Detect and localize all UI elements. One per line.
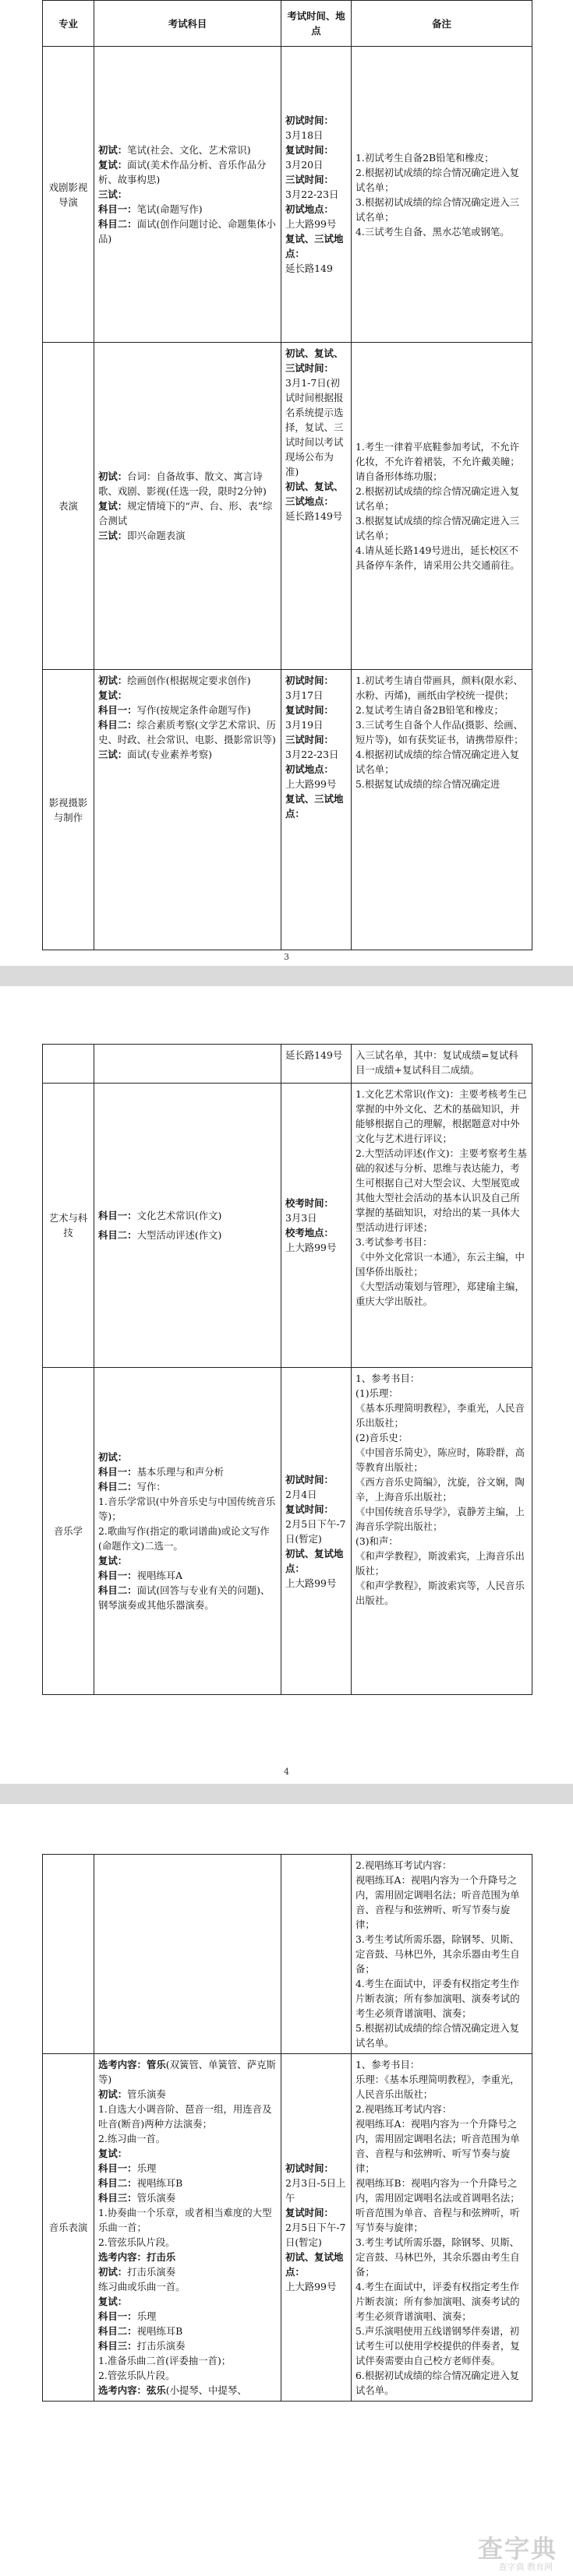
- label: 科目三：: [98, 2340, 137, 2352]
- remark-line: 4.根据初试成绩的综合情况确定进入复试名单；: [355, 749, 520, 775]
- label: 初试：: [98, 144, 128, 156]
- major-cell: 艺术与科技: [43, 1084, 94, 1368]
- label: 复试、三试地点：: [285, 793, 344, 819]
- remark-line: 3.三试考生自备个人作品(摄影、绘画、短片等)，如有获奖证书，请携带原件；: [355, 719, 524, 745]
- remark-line: 2.大型活动评述(作文)：主要考察考生基础的叙述与分析、思维与表达能力，考生可根据自己对大型会议、大型展览或其他大型社会活动的基本认识及自己所掌握的基础知识，对给出的某一具体大型活动进行评述；: [355, 1147, 527, 1233]
- time-cell: [281, 670, 352, 950]
- table-row: [43, 2054, 532, 2402]
- text: 1.协奏曲一个乐章，或者相当难度的大型乐曲一首；: [98, 2207, 272, 2233]
- text: 打击乐演奏: [127, 2266, 176, 2278]
- remark-line: (1)乐理：: [355, 1387, 398, 1399]
- remark-line: (2)音乐史：: [355, 1432, 409, 1443]
- text: 视唱练耳B: [136, 2325, 183, 2337]
- label: 初试、复试、三试时间：: [285, 347, 344, 374]
- text: 1.音乐学常识(中外音乐史与中国传统音乐等)；: [98, 1496, 276, 1522]
- text: 管乐演奏: [127, 2088, 166, 2100]
- text: 笔试(社会、文化、艺术常识): [127, 144, 251, 156]
- label: 初试、复试、三试地点：: [285, 481, 344, 507]
- text: 大型活动评述(作文): [136, 1229, 222, 1241]
- text: 笔试(命题写作): [136, 203, 203, 215]
- label: 选考内容：: [98, 2059, 147, 2070]
- label: 三试时间：: [285, 174, 334, 185]
- label: 三试时间：: [285, 734, 334, 745]
- label: 复试：: [98, 500, 128, 512]
- text: (小提琴、中提琴、: [165, 2384, 247, 2396]
- remark-cell: [352, 2054, 532, 2402]
- remark-line: 《基本乐理简明教程》，李重光，人民音乐出版社；: [355, 1402, 525, 1429]
- remark-line: 《西方音乐史简编》，沈旋，谷文娴，陶辛，上海音乐出版社；: [355, 1476, 525, 1503]
- value: 上大路99号: [285, 778, 337, 790]
- major-cell: 音乐学: [43, 1368, 94, 1695]
- text: 2.管弦乐队片段。: [98, 2236, 175, 2248]
- page-number: 3: [284, 952, 289, 962]
- major-cell: 影视摄影与制作: [43, 670, 94, 950]
- remark-line: 视唱练耳A：视唱内容为一个升降号之内，需用固定调唱名法；听音范围为单音、音程与和弦辨听、听写节奏与旋律；: [355, 2118, 520, 2174]
- text: 写作(按规定条件命题写作): [136, 704, 251, 716]
- value: 上大路99号: [285, 218, 337, 230]
- label: 初试：: [98, 1451, 128, 1463]
- remark-line: 2.复试考生请自备2B铅笔和橡皮；: [355, 704, 504, 716]
- remark-line: 1.初试考生请自带画具，颜料(限水彩、水粉、丙烯)，画纸由学校统一提供；: [355, 675, 523, 701]
- text: 基本乐理与和声分析: [136, 1466, 225, 1478]
- label: 管乐: [146, 2059, 166, 2070]
- value: 上大路99号: [285, 1242, 337, 1253]
- value: 2月3日-5日上午: [285, 2177, 346, 2204]
- subject-cell: [94, 670, 281, 950]
- remark-line: 入三试名单，其中：复试成绩=复试科目一成绩+复试科目二成绩。: [355, 1049, 518, 1076]
- label: 科目一：: [98, 203, 137, 215]
- subject-cell: [94, 1368, 281, 1695]
- value: 3月22-23日: [285, 749, 339, 760]
- label: 复试：: [98, 689, 128, 701]
- major-cell: 表演: [43, 343, 94, 670]
- label: 复试：: [98, 159, 128, 171]
- text: 规定情境下的“声、台、形、表”综合测试: [98, 500, 273, 527]
- value: 2月5日下午-7日(暂定): [285, 2222, 346, 2248]
- text: 面试(回答与专业有关的问题)、钢琴演奏或其他乐器演奏。: [98, 1584, 271, 1611]
- remark-line: 4.考生在面试中，评委有权指定考生作片断表演；所有参加演唱、演奏考试的考生必须背谱演唱、演奏；: [355, 2281, 520, 2322]
- label: 科目一：: [98, 704, 137, 716]
- remark-line: 2.根据初试成绩的综合情况确定进入复试名单；: [355, 166, 520, 193]
- text: 2.歌曲写作(指定的歌词谱曲)或论文写作(命题作文)二选一。: [98, 1525, 270, 1552]
- label: 科目二：: [98, 1229, 137, 1241]
- value: 3月1-7日(初试时间根据报名系统提示选择，复试、三试时间以考试现场公布为准): [285, 377, 344, 477]
- page-separator: [0, 1784, 573, 1804]
- label: 科目二：: [98, 2177, 137, 2189]
- table-row: [43, 1084, 532, 1368]
- remark-line: 4.请从延长路149号进出，延长校区不具备停车条件，请采用公共交通前往。: [355, 544, 520, 571]
- label: 三试：: [98, 530, 128, 541]
- major-cell: 戏剧影视导演: [43, 47, 94, 343]
- header-time: 考试时间、地点: [281, 1, 352, 47]
- remark-line: 《中国传统音乐导学》，袁静芳主编，上海音乐学院出版社；: [355, 1506, 525, 1532]
- label: 初试：: [98, 2266, 128, 2278]
- label: 复试时间：: [285, 704, 334, 716]
- label: 科目二：: [98, 1584, 137, 1596]
- label: 科目一：: [98, 2310, 137, 2322]
- remark-line: 1、参考书目：: [355, 2059, 420, 2070]
- remark-line: 5.根据复试成绩的综合情况确定进: [355, 778, 500, 790]
- label: 校考地点：: [285, 1227, 334, 1239]
- label: 校考时间：: [285, 1197, 334, 1209]
- remark-line: 《和声学教程》，斯波索宾，上海音乐出版社；: [355, 1550, 525, 1577]
- time-cell: [281, 1368, 352, 1695]
- remark-line: 3.考生考试所需乐器，除钢琴、贝斯、定音鼓、马林巴外，其余乐器由考生自备；: [355, 2236, 520, 2278]
- remark-line: 视唱练耳B：视唱内容为一个升降号之内，需用固定调唱名法或首调唱名法；听音范围为单音、音程与和弦辨听，听写节奏与旋律；: [355, 2177, 520, 2233]
- table-row: [43, 670, 532, 950]
- time-cell: [281, 2054, 352, 2402]
- exam-table-page-3: [42, 1854, 532, 2402]
- time-cell: [281, 1084, 352, 1368]
- subject-cell: [94, 343, 281, 670]
- exam-table-page-2: [42, 1044, 532, 1695]
- table-row: [43, 1855, 532, 2054]
- label: 初试时间：: [285, 115, 334, 126]
- label: 科目二：: [98, 1481, 137, 1492]
- time-cell: [281, 47, 352, 343]
- value: 上大路99号: [285, 2281, 337, 2292]
- text: 乐理: [136, 2310, 157, 2322]
- label: 初试：: [98, 2088, 128, 2100]
- remark-line: 5.声乐演唱使用五线谱钢琴伴奏谱，初试考生可以使用学校提供的伴奏者，复试伴奏需要由自己校方老师伴奏。: [355, 2325, 520, 2366]
- page-separator: [0, 966, 573, 986]
- value: 3月22-23日: [285, 189, 339, 200]
- label: 复试时间：: [285, 1503, 334, 1515]
- remark-line: 5.根据初试成绩的综合情况确定进入复试名单。: [355, 2022, 520, 2049]
- text: 练习曲或乐曲一首。: [98, 2281, 186, 2292]
- label: 初试、复试地点：: [285, 2251, 344, 2278]
- value: 3月20日: [285, 159, 324, 171]
- label: 科目一：: [98, 1210, 137, 1221]
- label: 初试地点：: [285, 203, 334, 215]
- value: 延长路149号: [285, 510, 343, 522]
- remark-cell: [352, 1855, 532, 2054]
- subject-cell: [94, 1084, 281, 1368]
- subject-cell: [94, 47, 281, 343]
- text: 2.练习曲一首。: [98, 2133, 166, 2144]
- text: 视唱练耳A: [136, 1570, 183, 1581]
- time-cell: [281, 1045, 352, 1084]
- label: 初试时间：: [285, 2162, 334, 2174]
- value: 3月19日: [285, 719, 324, 731]
- label: 复试、三试地点：: [285, 233, 344, 259]
- label: 复试：: [98, 2148, 128, 2159]
- text: (双簧管、单簧管、萨克斯等): [98, 2059, 276, 2085]
- remark-line: 4.三试考生自备、黑水芯笔或钢笔。: [355, 225, 510, 238]
- header-remark: 备注: [352, 1, 532, 47]
- remark-line: 视唱练耳A：视唱内容为一个升降号之内，需用固定调唱名法；听音范围为单音、音程与和弦辨听、听写节奏与旋律；: [355, 1874, 520, 1930]
- label: 复试：: [98, 1555, 128, 1566]
- text: 1.自选大小调音阶、琶音一组，用连音及吐音(断音)两种方法演奏；: [98, 2103, 272, 2130]
- table-row: [43, 343, 532, 670]
- text: 绘画创作(根据规定要求创作): [127, 675, 251, 686]
- label: 三试：: [98, 749, 128, 760]
- label: 初试、复试地点：: [285, 1547, 344, 1574]
- page-number: 4: [284, 1767, 289, 1777]
- remark-line: 《中国音乐简史》，陈应时，陈聆群，高等教育出版社；: [355, 1447, 525, 1473]
- text: 1.准备乐曲二首(评委抽一首)；: [98, 2355, 232, 2366]
- remark-cell: [352, 1084, 532, 1368]
- remark-line: 《大型活动策划与管理》，郑建瑜主编，重庆大学出版社。: [355, 1281, 525, 1307]
- remark-line: 2.根据初试成绩的综合情况确定进入复试名单；: [355, 485, 520, 512]
- text: 即兴命题表演: [127, 530, 186, 541]
- remark-line: 2.视唱练耳考试内容：: [355, 2103, 452, 2115]
- text: 面试(专业素养考察): [127, 749, 212, 760]
- remark-cell: [352, 670, 532, 950]
- exam-table-page-1: [42, 0, 532, 950]
- remark-line: 1.文化艺术常识(作文)：主要考核考生已掌握的中外文化、艺术的基础知识，并能够根据自己的理解，根据题意对中外文化与艺术进行评议；: [355, 1088, 527, 1144]
- subject-cell: [94, 2054, 281, 2402]
- label: 初试：: [98, 675, 128, 686]
- remark-line: 6.根据初试成绩的综合情况确定进入复试名单。: [355, 2370, 520, 2396]
- label: 科目三：: [98, 2192, 137, 2204]
- text: 综合素质考察(文学艺术常识、历史、时政、社会常识、电影、摄影常识等): [98, 719, 276, 745]
- value: 3月17日: [285, 689, 324, 701]
- remark-line: 1、参考书目：: [355, 1373, 420, 1384]
- remark-cell: [352, 1045, 532, 1084]
- label: 复试时间：: [285, 2207, 334, 2218]
- table-row: [43, 1045, 532, 1084]
- time-cell: [281, 343, 352, 670]
- remark-cell: [352, 47, 532, 343]
- remark-cell: [352, 343, 532, 670]
- label: 科目一：: [98, 1570, 137, 1581]
- page-2: [42, 1044, 532, 1695]
- text: 打击乐演奏: [136, 2340, 186, 2352]
- major-cell: 音乐表演: [43, 2054, 94, 2402]
- remark-line: (3)和声：: [355, 1535, 398, 1547]
- label: 科目二：: [98, 218, 137, 230]
- value: 上大路99号: [285, 1577, 337, 1589]
- label: 初试时间：: [285, 675, 334, 686]
- label: 科目一：: [98, 2162, 137, 2174]
- remark-line: 《和声学教程》，斯波索宾等，人民音乐出版社。: [355, 1580, 525, 1606]
- value: 2月4日: [285, 1488, 317, 1500]
- label: 初试时间：: [285, 1473, 334, 1485]
- label: 复试时间：: [285, 144, 334, 156]
- text: 管乐演奏: [136, 2192, 176, 2204]
- label: 初试地点：: [285, 763, 334, 775]
- label: 初试：: [98, 470, 128, 482]
- label: 打击乐: [146, 2251, 176, 2263]
- value: 延长路149号: [285, 1049, 343, 1061]
- remark-line: 《中外文化常识一本通》，东云主编，中国华侨出版社；: [355, 1251, 525, 1277]
- remark-line: 1.考生一律着平底鞋参加考试，不允许化妆，不允许着裙装，不允许戴美瞳；请自备形体练功服；: [355, 441, 520, 482]
- text: 面试(创作问题讨论、命题集体小品): [98, 218, 276, 245]
- label: 弦乐: [146, 2384, 166, 2396]
- text: 写作：: [136, 1481, 166, 1492]
- page-1: [42, 0, 532, 950]
- header-major: 专业: [43, 1, 94, 47]
- label: 选考内容：: [98, 2384, 147, 2396]
- page-3: [42, 1854, 532, 2402]
- table-row: [43, 47, 532, 343]
- text: 面试(美术作品分析、音乐作品分析、故事构思): [98, 159, 267, 185]
- watermark-logo: 查字典: [477, 2534, 557, 2564]
- header-subject: 考试科目: [94, 1, 281, 47]
- remark-line: 4.考生在面试中，评委有权指定考生作片断表演；所有参加演唱、演奏考试的考生必须背谱演唱、演奏；: [355, 1978, 520, 2019]
- watermark-subtext: 查字典 教育网: [498, 2562, 553, 2572]
- label: 科目二：: [98, 2325, 137, 2337]
- table-header-row: [43, 1, 532, 47]
- label: 科目二：: [98, 719, 137, 731]
- value: 延长路149: [285, 263, 333, 274]
- remark-line: 乐理：《基本乐理简明教程》，李重光，人民音乐出版社；: [355, 2074, 520, 2100]
- value: 3月18日: [285, 129, 324, 141]
- text: 视唱练耳B: [136, 2177, 183, 2189]
- remark-line: 3.根据复试成绩的综合情况确定进入三试名单；: [355, 515, 520, 541]
- text: 2.管弦乐队片段。: [98, 2370, 175, 2381]
- value: 3月3日: [285, 1212, 317, 1224]
- label: 选考内容：: [98, 2251, 147, 2263]
- remark-line: 3.考试参考书目：: [355, 1236, 433, 1248]
- value: 2月5日下午-7日(暂定): [285, 1517, 346, 1545]
- label: 三试：: [98, 189, 128, 200]
- remark-cell: [352, 1368, 532, 1695]
- text: 文化艺术常识(作文): [136, 1210, 222, 1221]
- remark-line: 1.初试考生自备2B铅笔和橡皮；: [355, 151, 494, 164]
- label: 科目一：: [98, 1466, 137, 1478]
- table-row: [43, 1368, 532, 1695]
- text: 乐理: [136, 2162, 157, 2174]
- remark-line: 3.根据初试成绩的综合情况确定进入三试名单；: [355, 196, 520, 223]
- label: 复试：: [98, 2296, 128, 2307]
- remark-line: 3.考生考试所需乐器，除钢琴、贝斯、定音鼓、马林巴外，其余乐器由考生自备；: [355, 1933, 520, 1975]
- text: 台词：自备故事、散文、寓言诗歌、戏剧、影视(任选一段，限时2分钟): [98, 470, 267, 497]
- remark-line: 2.视唱练耳考试内容：: [355, 1859, 452, 1871]
